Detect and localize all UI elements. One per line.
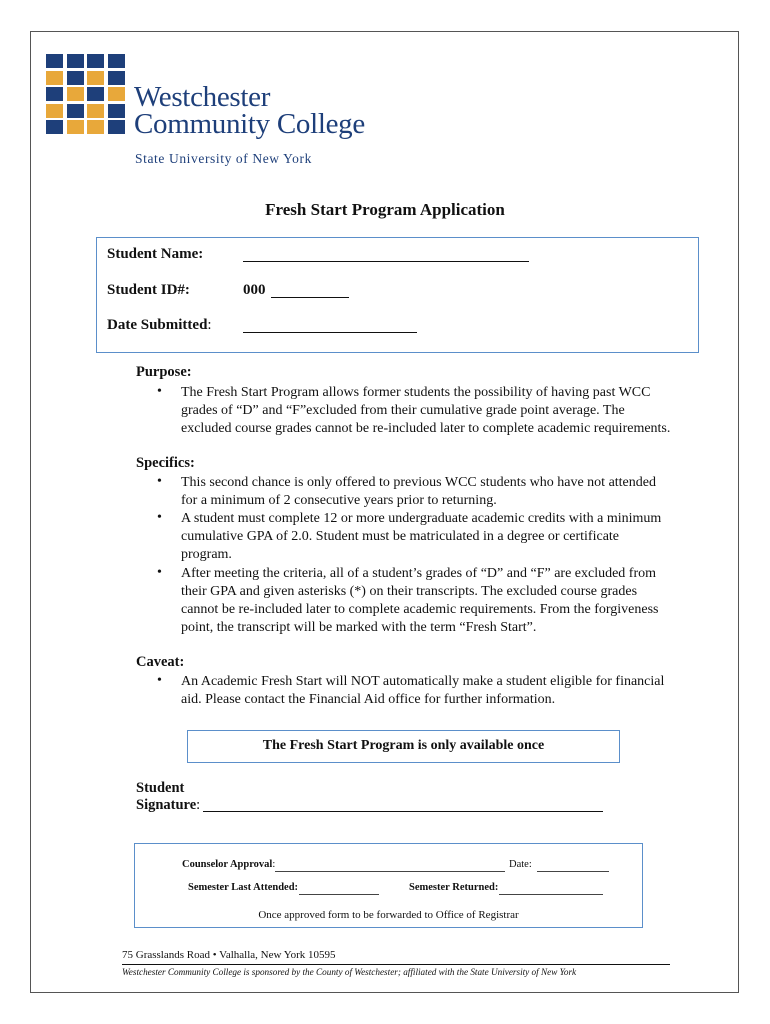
student-id-prefix: 000 xyxy=(243,282,266,298)
logo-square xyxy=(87,71,104,85)
specifics-bullet: A student must complete 12 or more undergraduate academic credits with a minimum cumulative GPA of 2.0. Student must be matriculated in a degree or certificate program. xyxy=(181,511,662,562)
logo-square xyxy=(108,104,125,118)
caveat-heading: Caveat: xyxy=(136,654,185,670)
form-title: Fresh Start Program Application xyxy=(265,200,505,219)
logo-grid-icon xyxy=(46,54,128,136)
logo-subtitle: State University of New York xyxy=(135,151,312,166)
specifics-heading: Specifics: xyxy=(136,455,195,471)
counselor-approval-box xyxy=(134,843,643,928)
counselor-date-label: Date: xyxy=(509,859,532,870)
semester-last-attended-field[interactable] xyxy=(299,894,379,895)
logo-square xyxy=(67,71,84,85)
student-info-box xyxy=(96,237,699,353)
counselor-approval-field[interactable] xyxy=(275,871,505,872)
signature-label-line-1: Student xyxy=(136,780,185,796)
bullet-icon: • xyxy=(157,510,162,525)
student-id-label: Student ID#: xyxy=(107,282,190,298)
logo-square xyxy=(108,54,125,68)
logo-wordmark xyxy=(134,81,365,140)
date-submitted-field[interactable] xyxy=(243,332,417,333)
bullet-icon: • xyxy=(157,384,162,399)
signature-field[interactable] xyxy=(203,811,603,812)
logo-square xyxy=(67,87,84,101)
footer-divider xyxy=(122,964,670,965)
specifics-bullet: After meeting the criteria, all of a student’s grades of “D” and “F” are excluded from their GPA and given asterisks (*) on their transcripts. The excluded course grades cannot be re-included later to complete academic requirements. From the forgiveness point, the transcript will be marked with the term “Fresh Start”. xyxy=(181,566,659,635)
semester-returned-field[interactable] xyxy=(499,894,603,895)
student-name-label: Student Name: xyxy=(107,246,204,262)
logo-square xyxy=(46,87,63,101)
purpose-bullet: The Fresh Start Program allows former students the possibility of having past WCC grades of “D” and “F”excluded from their cumulative grade point average. The excluded course grades cannot be re-included later to complete academic requirements. xyxy=(181,385,671,436)
caveat-bullet: An Academic Fresh Start will NOT automatically make a student eligible for financial aid. Please contact the Financial Aid office for further information. xyxy=(181,674,665,707)
logo-square xyxy=(46,54,63,68)
bullet-icon: • xyxy=(157,474,162,489)
logo-square xyxy=(46,104,63,118)
date-submitted-label: Date Submitted: xyxy=(107,317,212,333)
logo-square xyxy=(46,71,63,85)
bullet-icon: • xyxy=(157,673,162,688)
logo-square xyxy=(46,120,63,134)
logo-square xyxy=(108,87,125,101)
bullet-icon: • xyxy=(157,565,162,580)
logo-square xyxy=(67,104,84,118)
registrar-note: Once approved form to be forwarded to Office of Registrar xyxy=(258,909,519,921)
counselor-date-field[interactable] xyxy=(537,871,609,872)
footer-address: 75 Grasslands Road • Valhalla, New York 10595 xyxy=(122,949,336,961)
specifics-bullet: This second chance is only offered to previous WCC students who have not attended for a minimum of 2 consecutive years prior to returning. xyxy=(181,475,656,508)
logo-square xyxy=(87,54,104,68)
student-id-field[interactable] xyxy=(271,297,349,298)
semester-last-attended-label: Semester Last Attended: xyxy=(188,882,299,893)
logo-square xyxy=(108,71,125,85)
logo-square xyxy=(67,54,84,68)
counselor-approval-label: Counselor Approval: xyxy=(182,859,276,870)
semester-returned-label: Semester Returned: xyxy=(409,882,499,893)
logo-square xyxy=(108,120,125,134)
logo-square xyxy=(87,104,104,118)
student-name-field[interactable] xyxy=(243,261,529,262)
footer-note: Westchester Community College is sponsored by the County of Westchester; affiliated with the State University of New York xyxy=(122,967,577,977)
purpose-heading: Purpose: xyxy=(136,364,192,380)
logo-square xyxy=(87,120,104,134)
signature-label: Signature: xyxy=(136,797,201,813)
logo-line-1: Westchester xyxy=(134,81,271,113)
once-notice: The Fresh Start Program is only available once xyxy=(187,730,620,763)
logo-square xyxy=(67,120,84,134)
logo-square xyxy=(87,87,104,101)
logo-line-2: Community College xyxy=(134,108,365,140)
